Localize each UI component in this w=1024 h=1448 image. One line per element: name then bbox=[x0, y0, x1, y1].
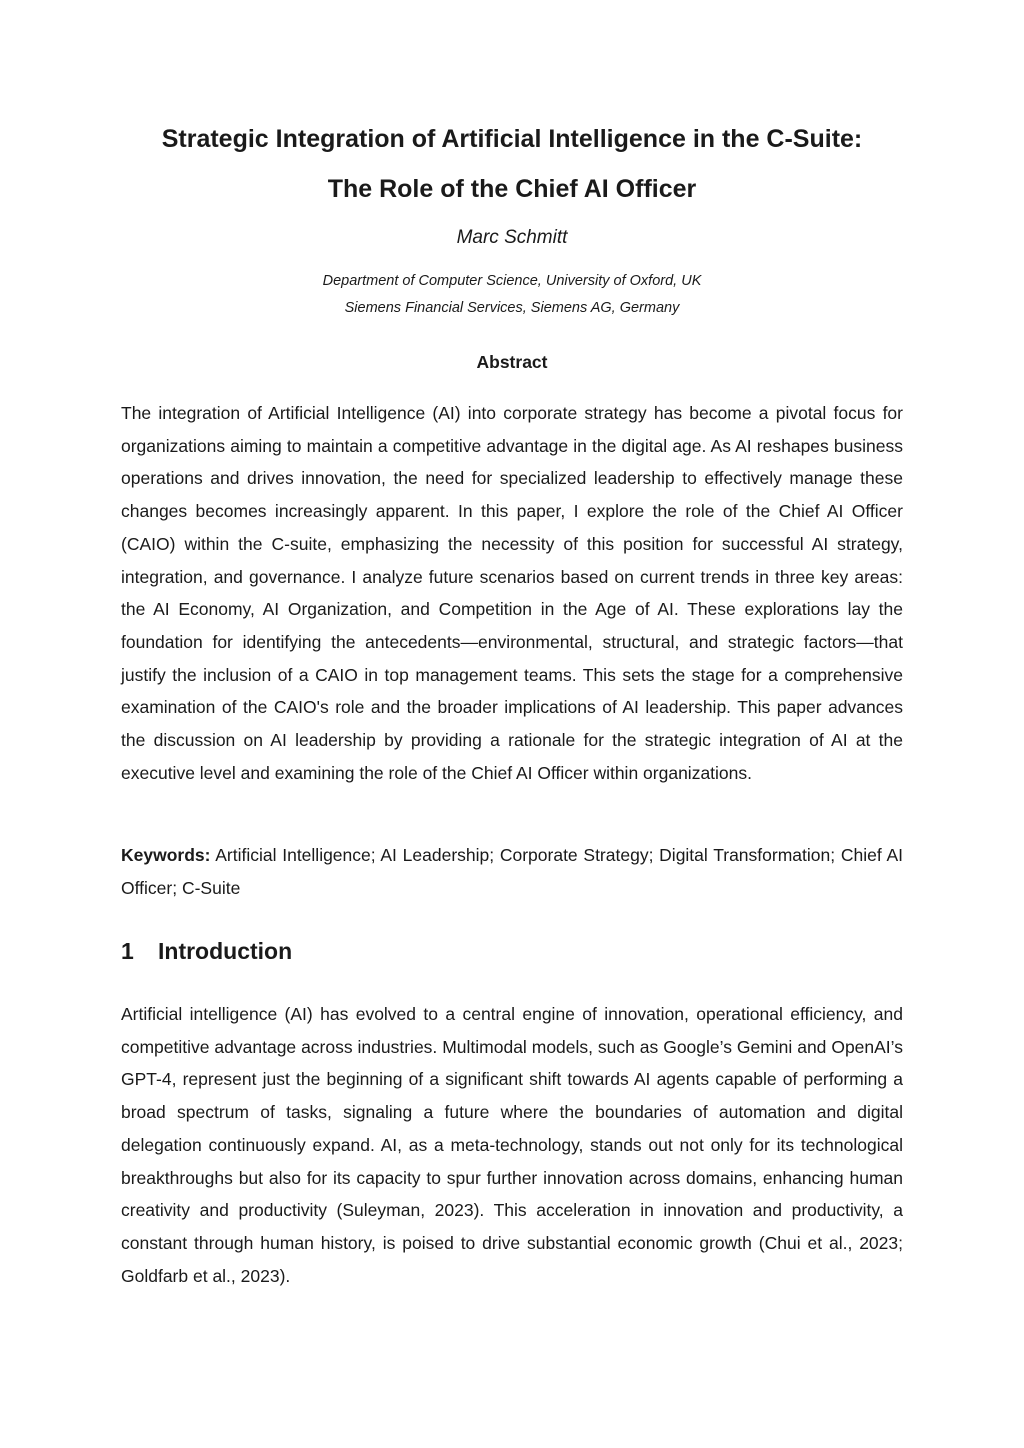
section-title: Introduction bbox=[158, 938, 293, 964]
author-name: Marc Schmitt bbox=[456, 227, 568, 248]
affiliation-line-1: Department of Computer Science, University of Oxford, UK bbox=[322, 273, 702, 289]
abstract-heading: Abstract bbox=[476, 352, 548, 372]
section-number: 1 bbox=[121, 938, 134, 964]
affiliation-line-2: Siemens Financial Services, Siemens AG, Germany bbox=[344, 300, 680, 316]
keywords-label: Keywords: bbox=[121, 845, 211, 865]
title-line-1: Strategic Integration of Artificial Intelligence in the C-Suite: bbox=[161, 125, 863, 153]
keywords-list: Artificial Intelligence; AI Leadership; Corporate Strategy; Digital Transformation; Chief AI Officer; C-Suite bbox=[121, 845, 903, 898]
title-line-2: The Role of the Chief AI Officer bbox=[327, 175, 697, 203]
paper-title bbox=[100, 114, 924, 214]
abstract-paragraph: The integration of Artificial Intelligence (AI) into corporate strategy has become a pivotal focus for organizations aiming to maintain a competitive advantage in the digital age. As AI reshapes business operations and drives innovation, the need for specialized leadership to effectively manage these changes becomes increasingly apparent. In this paper, I explore the role of the Chief AI Officer (CAIO) within the C-suite, emphasizing the necessity of this position for successful AI strategy, integration, and governance. I analyze future scenarios based on current trends in three key areas: the AI Economy, AI Organization, and Competition in the Age of AI. These explorations lay the foundation for identifying the antecedents—environmental, structural, and strategic factors—that justify the inclusion of a CAIO in top management teams. This sets the stage for a comprehensive examination of the CAIO's role and the broader implications of AI leadership. This paper advances the discussion on AI leadership by providing a rationale for the strategic integration of AI at the executive level and examining the role of the Chief AI Officer within organizations. bbox=[121, 403, 903, 783]
author-affiliations bbox=[0, 268, 1024, 322]
section-heading-introduction bbox=[121, 938, 292, 965]
introduction-paragraph: Artificial intelligence (AI) has evolved to a central engine of innovation, operational efficiency, and competitive advantage across industries. Multimodal models, such as Google’s Gemini and OpenAI’s GPT-4, represent just the beginning of a significant shift towards AI agents capable of performing a broad spectrum of tasks, signaling a future where the boundaries of automation and digital delegation continuously expand. AI, as a meta-technology, stands out not only for its technological breakthroughs but also for its capacity to spur further innovation across domains, enhancing human creativity and productivity (Suleyman, 2023). This acceleration in innovation and productivity, a constant through human history, is poised to drive substantial economic growth (Chui et al., 2023; Goldfarb et al., 2023). bbox=[121, 1004, 903, 1286]
keywords-paragraph bbox=[121, 839, 903, 904]
